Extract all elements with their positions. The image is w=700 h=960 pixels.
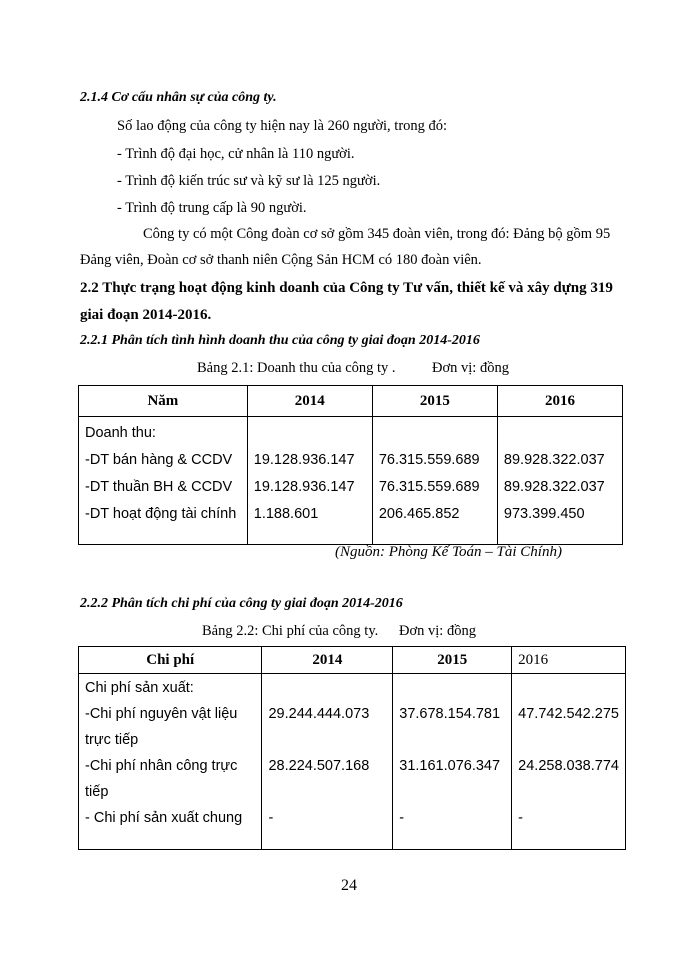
value-net-sales-2014: 19.128.936.147	[253, 479, 355, 495]
section-heading-2-2-line1: 2.2 Thực trạng hoạt động kinh doanh của Công ty Tư vấn, thiết kế và xây dựng 319	[80, 280, 613, 296]
value-general-2015: -	[399, 810, 405, 826]
row-label-labor-a: -Chi phí nhân công trực	[85, 758, 238, 774]
value-net-sales-2016: 89.928.322.037	[503, 479, 605, 495]
revenue-2016-cell	[497, 417, 622, 545]
table-2-1-caption: Bảng 2.1: Doanh thu của công ty .	[197, 360, 396, 376]
header-2014: 2014	[262, 647, 393, 674]
staff-bullet-intermediate: - Trình độ trung cấp là 90 người.	[117, 200, 307, 216]
section-heading-2-2-line2: giai đoạn 2014-2016.	[80, 307, 212, 323]
table-header-row	[79, 647, 626, 674]
staff-bullet-engineers: - Trình độ kiến trúc sư và kỹ sư là 125 người.	[117, 173, 381, 189]
value-materials-2016: 47.742.542.275	[518, 706, 619, 722]
header-2016: 2016	[512, 647, 626, 674]
section-heading-2-2-1: 2.2.1 Phân tích tình hình doanh thu của công ty giai đoạn 2014-2016	[80, 333, 480, 348]
value-general-2014: -	[268, 810, 274, 826]
row-label-materials-a: -Chi phí nguyên vật liệu	[85, 706, 238, 722]
revenue-table	[78, 385, 623, 545]
value-financial-2015: 206.465.852	[378, 506, 460, 522]
row-label-sales: -DT bán hàng & CCDV	[85, 452, 233, 468]
value-materials-2015: 37.678.154.781	[399, 706, 501, 722]
header-cost: Chi phí	[79, 647, 262, 674]
page-number: 24	[341, 877, 357, 894]
cost-2014-cell	[262, 674, 393, 850]
header-2015: 2015	[393, 647, 512, 674]
row-label-general: - Chi phí sản xuất chung	[85, 810, 243, 826]
section-heading-2-2-2: 2.2.2 Phân tích chi phí của công ty giai đoạn 2014-2016	[80, 596, 403, 611]
cost-2016-cell	[512, 674, 626, 850]
value-financial-2014: 1.188.601	[253, 506, 319, 522]
table-2-2-unit: Đơn vị: đồng	[399, 623, 476, 639]
table-header-row	[79, 386, 623, 417]
value-labor-2015: 31.161.076.347	[399, 758, 501, 774]
header-2016: 2016	[497, 386, 622, 417]
staff-intro: Số lao động của công ty hiện nay là 260 người, trong đó:	[117, 118, 448, 134]
table-2-2-caption: Bảng 2.2: Chi phí của công ty.	[202, 623, 379, 639]
row-label-materials-b: trực tiếp	[85, 732, 139, 748]
union-paragraph-line1: Công ty có một Công đoàn cơ sở gồm 345 đoàn viên, trong đó: Đảng bộ gồm 95	[143, 226, 611, 242]
header-2014: 2014	[247, 386, 372, 417]
row-label-revenue: Doanh thu:	[85, 425, 156, 441]
value-financial-2016: 973.399.450	[503, 506, 585, 522]
revenue-2015-cell	[372, 417, 497, 545]
table-2-1-unit: Đơn vị: đồng	[432, 360, 509, 376]
table-2-1-source: (Nguồn: Phòng Kế Toán – Tài Chính)	[335, 544, 562, 560]
row-label-net-sales: -DT thuần BH & CCDV	[85, 479, 233, 495]
row-label-production-cost: Chi phí sản xuất:	[85, 680, 194, 696]
value-sales-2015: 76.315.559.689	[378, 452, 480, 468]
revenue-2014-cell	[247, 417, 372, 545]
cost-2015-cell	[393, 674, 512, 850]
staff-bullet-university: - Trình độ đại học, cử nhân là 110 người.	[117, 146, 355, 162]
revenue-labels-cell	[79, 417, 248, 545]
value-sales-2016: 89.928.322.037	[503, 452, 605, 468]
value-net-sales-2015: 76.315.559.689	[378, 479, 480, 495]
cost-labels-cell	[79, 674, 262, 850]
row-label-financial: -DT hoạt động tài chính	[85, 506, 237, 522]
cost-table	[78, 646, 626, 850]
union-paragraph-line2: Đảng viên, Đoàn cơ sở thanh niên Cộng Sản HCM có 180 đoàn viên.	[80, 252, 482, 268]
value-labor-2014: 28.224.507.168	[268, 758, 370, 774]
table-row	[79, 417, 623, 545]
value-materials-2014: 29.244.444.073	[268, 706, 370, 722]
value-sales-2014: 19.128.936.147	[253, 452, 355, 468]
header-2015: 2015	[372, 386, 497, 417]
value-labor-2016: 24.258.038.774	[518, 758, 619, 774]
section-heading-2-1-4: 2.1.4 Cơ cấu nhân sự của công ty.	[80, 90, 277, 105]
table-row	[79, 674, 626, 850]
row-label-labor-b: tiếp	[85, 784, 109, 800]
header-year: Năm	[79, 386, 248, 417]
value-general-2016: -	[518, 810, 524, 826]
